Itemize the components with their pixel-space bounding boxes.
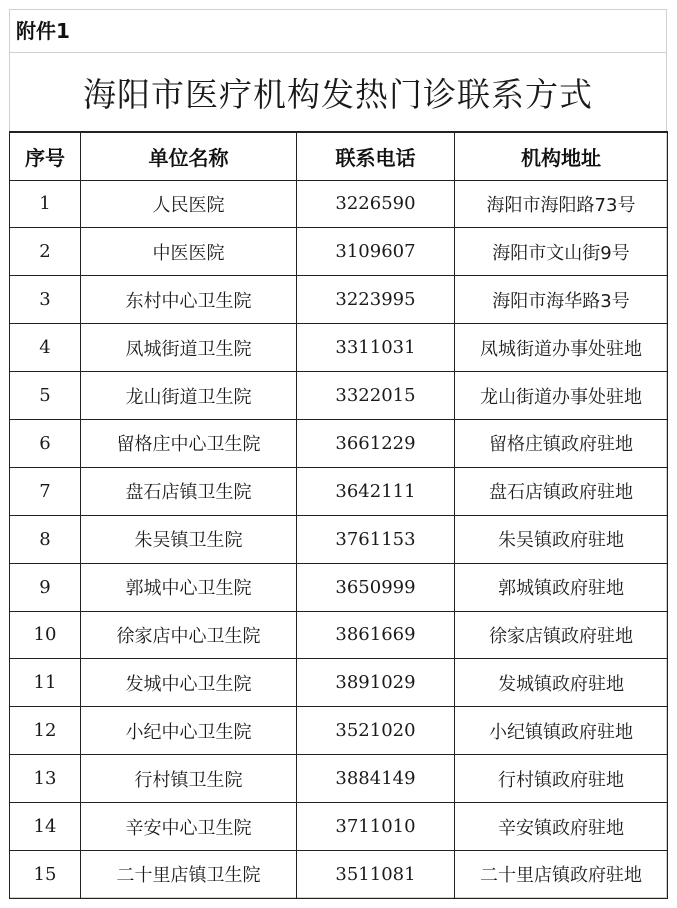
cell-address: 小纪镇镇政府驻地 xyxy=(455,707,668,755)
cell-address: 朱吴镇政府驻地 xyxy=(455,515,668,563)
cell-unit-name: 人民医院 xyxy=(81,180,297,228)
cell-unit-name: 徐家店中心卫生院 xyxy=(81,611,297,659)
table-row xyxy=(10,467,668,515)
cell-phone: 3511081 xyxy=(297,850,455,898)
contacts-table xyxy=(9,131,668,899)
table-row xyxy=(10,755,668,803)
table-row xyxy=(10,324,668,372)
cell-phone: 3711010 xyxy=(297,803,455,851)
cell-phone: 3891029 xyxy=(297,659,455,707)
header-row xyxy=(10,132,668,180)
cell-unit-name: 龙山街道卫生院 xyxy=(81,372,297,420)
cell-unit-name: 中医医院 xyxy=(81,228,297,276)
table-row xyxy=(10,180,668,228)
table-row xyxy=(10,515,668,563)
cell-number: 7 xyxy=(10,467,81,515)
cell-phone: 3761153 xyxy=(297,515,455,563)
table-row xyxy=(10,276,668,324)
cell-unit-name: 辛安中心卫生院 xyxy=(81,803,297,851)
cell-number: 11 xyxy=(10,659,81,707)
cell-phone: 3311031 xyxy=(297,324,455,372)
cell-phone: 3861669 xyxy=(297,611,455,659)
document-title: 海阳市医疗机构发热门诊联系方式 xyxy=(83,75,593,114)
table-row xyxy=(10,659,668,707)
cell-number: 6 xyxy=(10,419,81,467)
table-body xyxy=(10,180,668,898)
cell-number: 13 xyxy=(10,755,81,803)
cell-number: 3 xyxy=(10,276,81,324)
cell-unit-name: 小纪中心卫生院 xyxy=(81,707,297,755)
cell-phone: 3661229 xyxy=(297,419,455,467)
cell-unit-name: 凤城街道卫生院 xyxy=(81,324,297,372)
cell-number: 9 xyxy=(10,563,81,611)
cell-phone: 3226590 xyxy=(297,180,455,228)
cell-phone: 3109607 xyxy=(297,228,455,276)
cell-phone: 3642111 xyxy=(297,467,455,515)
cell-address: 凤城街道办事处驻地 xyxy=(455,324,668,372)
cell-phone: 3884149 xyxy=(297,755,455,803)
cell-unit-name: 东村中心卫生院 xyxy=(81,276,297,324)
cell-address: 留格庄镇政府驻地 xyxy=(455,419,668,467)
cell-address: 海阳市文山街9号 xyxy=(455,228,668,276)
table-row xyxy=(10,563,668,611)
cell-number: 15 xyxy=(10,850,81,898)
table-row xyxy=(10,850,668,898)
cell-number: 10 xyxy=(10,611,81,659)
table-row xyxy=(10,419,668,467)
table-row xyxy=(10,228,668,276)
cell-unit-name: 留格庄中心卫生院 xyxy=(81,419,297,467)
cell-number: 4 xyxy=(10,324,81,372)
header-number: 序号 xyxy=(10,132,81,180)
cell-number: 8 xyxy=(10,515,81,563)
cell-address: 二十里店镇政府驻地 xyxy=(455,850,668,898)
cell-address: 龙山街道办事处驻地 xyxy=(455,372,668,420)
cell-phone: 3521020 xyxy=(297,707,455,755)
table-row xyxy=(10,803,668,851)
cell-unit-name: 行村镇卫生院 xyxy=(81,755,297,803)
cell-number: 2 xyxy=(10,228,81,276)
table-row xyxy=(10,707,668,755)
cell-address: 发城镇政府驻地 xyxy=(455,659,668,707)
cell-phone: 3650999 xyxy=(297,563,455,611)
attachment-label: 附件1 xyxy=(9,9,667,53)
cell-number: 1 xyxy=(10,180,81,228)
cell-number: 5 xyxy=(10,372,81,420)
cell-address: 盘石店镇政府驻地 xyxy=(455,467,668,515)
cell-unit-name: 发城中心卫生院 xyxy=(81,659,297,707)
cell-unit-name: 郭城中心卫生院 xyxy=(81,563,297,611)
cell-unit-name: 盘石店镇卫生院 xyxy=(81,467,297,515)
cell-number: 14 xyxy=(10,803,81,851)
header-unit-name: 单位名称 xyxy=(81,132,297,180)
cell-unit-name: 二十里店镇卫生院 xyxy=(81,850,297,898)
cell-address: 郭城镇政府驻地 xyxy=(455,563,668,611)
table-header xyxy=(10,132,668,180)
cell-address: 辛安镇政府驻地 xyxy=(455,803,668,851)
cell-address: 徐家店镇政府驻地 xyxy=(455,611,668,659)
table-row xyxy=(10,611,668,659)
cell-address: 海阳市海华路3号 xyxy=(455,276,668,324)
cell-number: 12 xyxy=(10,707,81,755)
table-row xyxy=(10,372,668,420)
header-address: 机构地址 xyxy=(455,132,668,180)
cell-phone: 3322015 xyxy=(297,372,455,420)
cell-unit-name: 朱吴镇卫生院 xyxy=(81,515,297,563)
cell-address: 行村镇政府驻地 xyxy=(455,755,668,803)
cell-address: 海阳市海阳路73号 xyxy=(455,180,668,228)
header-phone: 联系电话 xyxy=(297,132,455,180)
cell-phone: 3223995 xyxy=(297,276,455,324)
